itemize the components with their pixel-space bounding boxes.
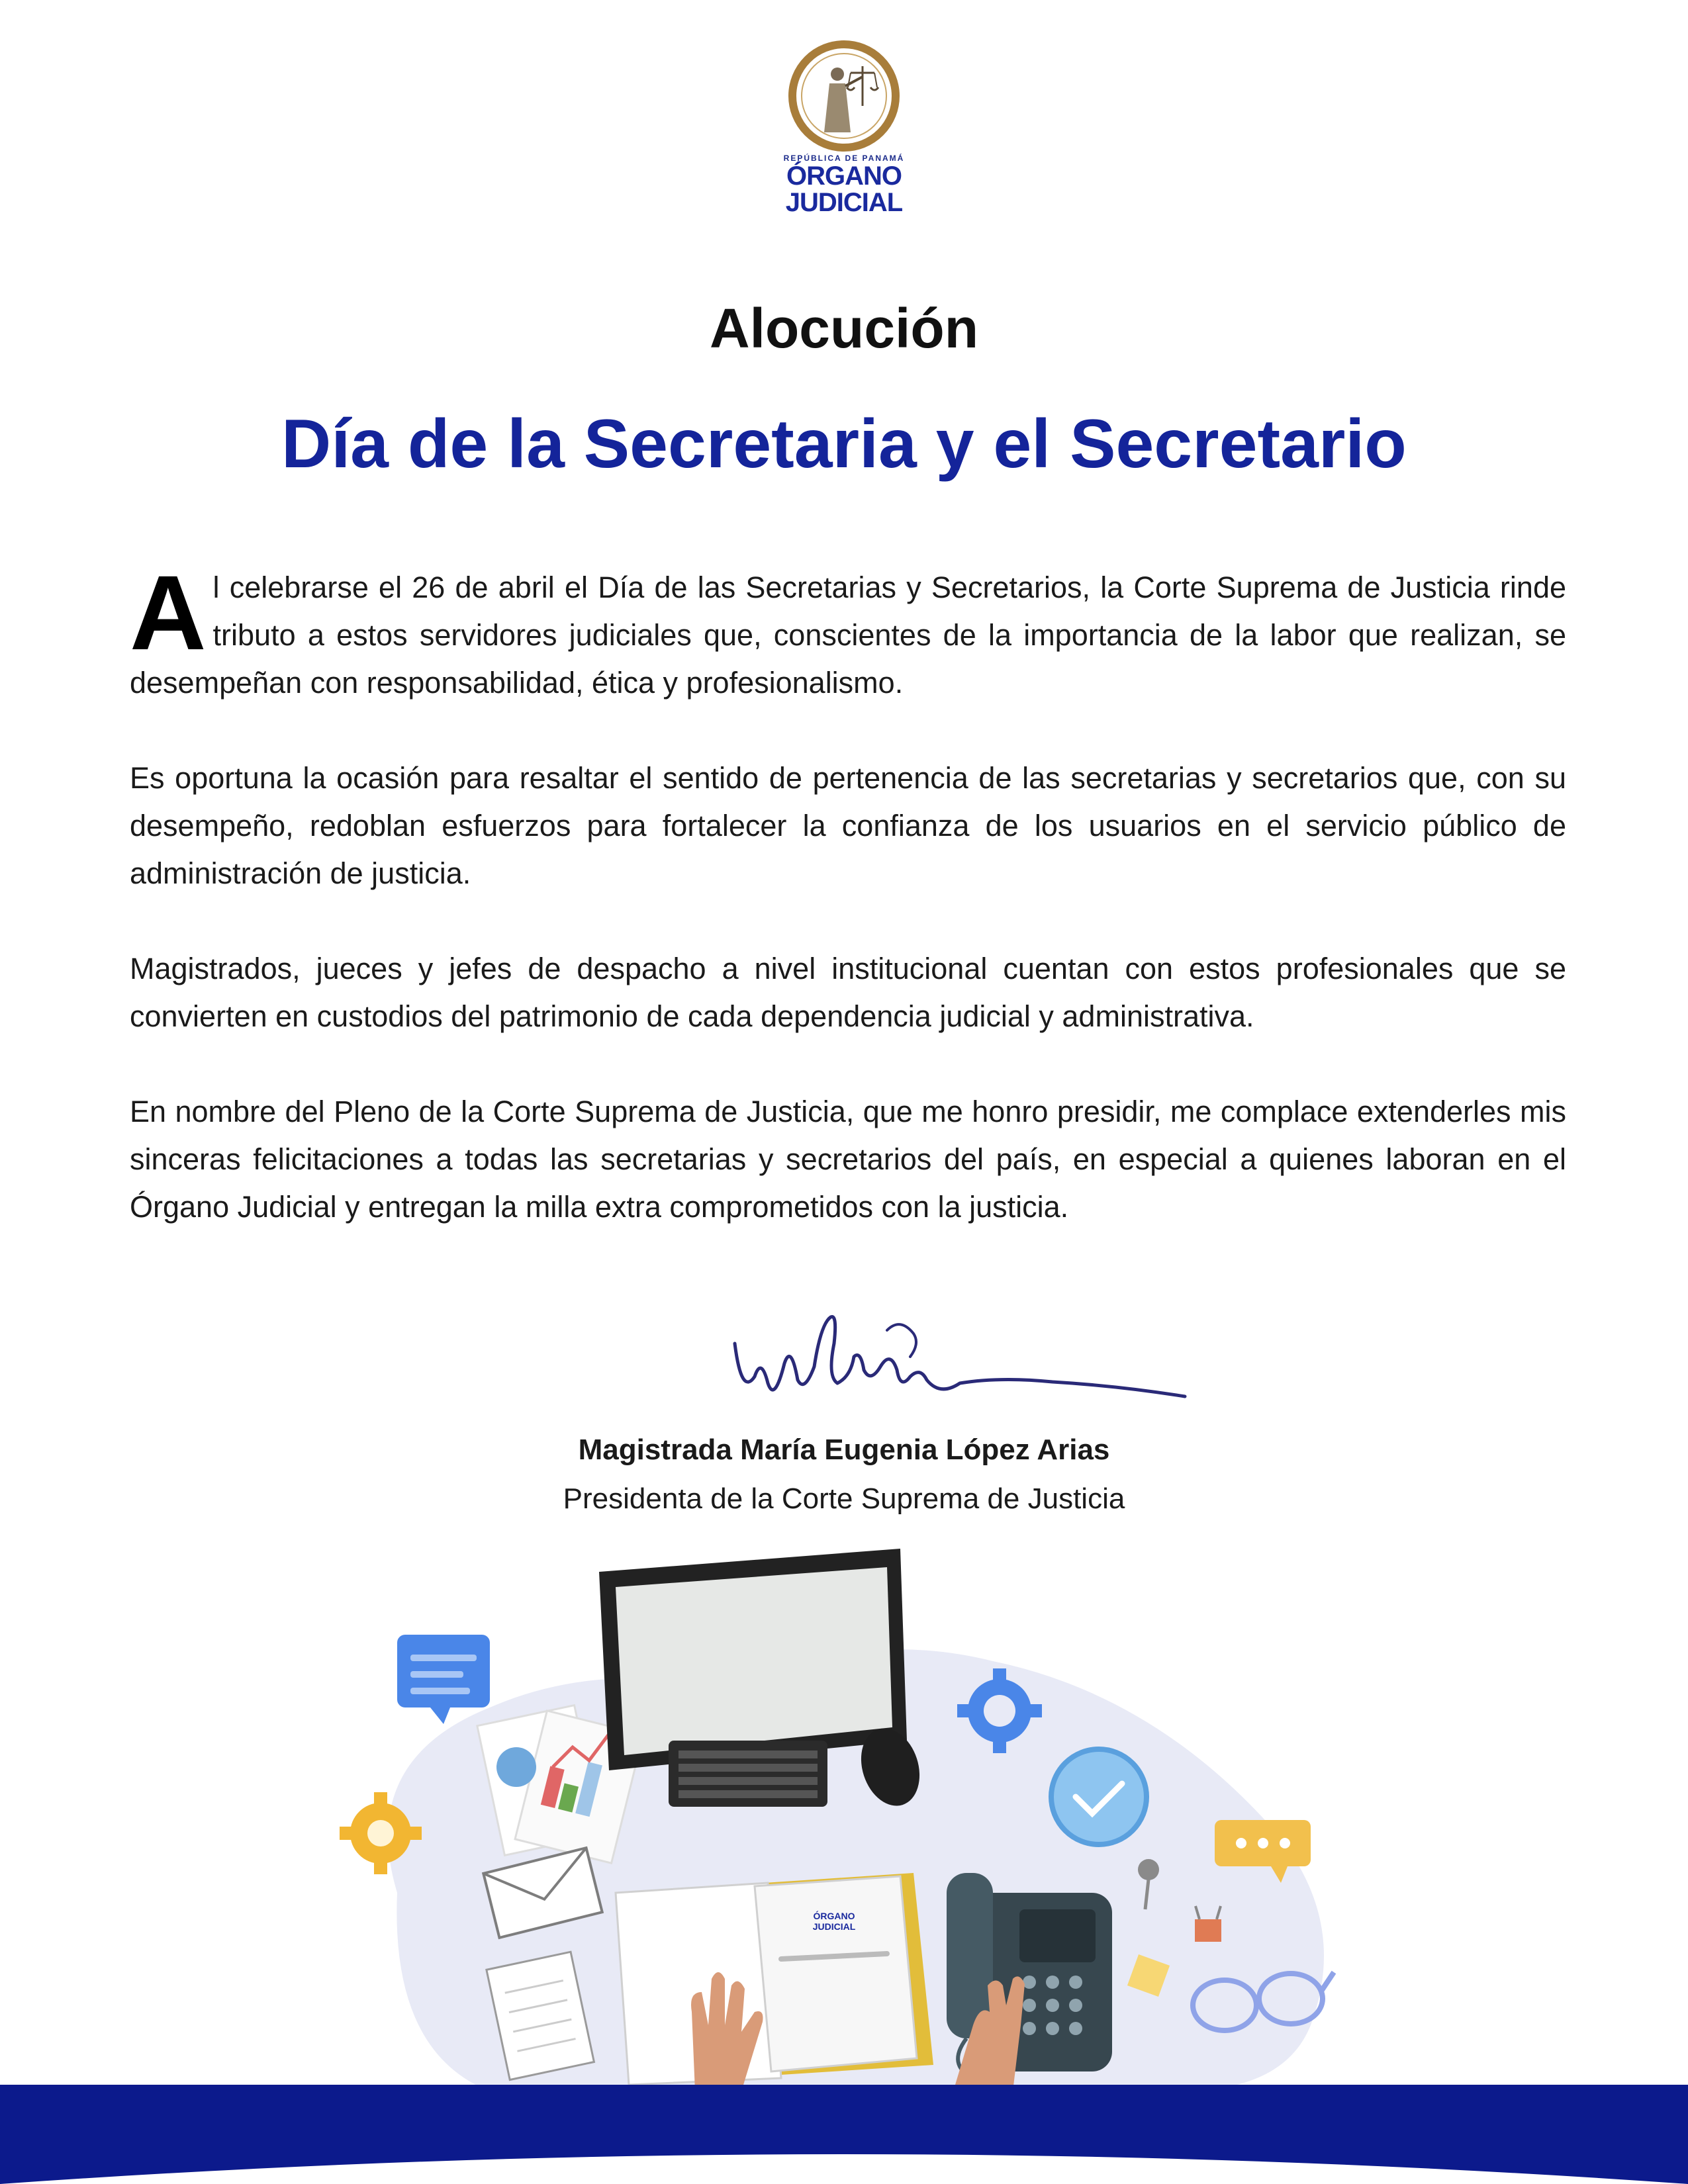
folder-with-document <box>616 1873 933 2085</box>
logo-line-1: ÓRGANO <box>786 161 902 191</box>
chat-bubble-icon <box>397 1635 490 1724</box>
keyboard-icon <box>669 1741 827 1807</box>
document-subtitle: Alocución <box>709 297 978 359</box>
signatory-role: Presidenta de la Corte Suprema de Justicia <box>563 1482 1125 1515</box>
signatory-name: Magistrada María Eugenia López Arias <box>578 1433 1110 1466</box>
letter-body <box>130 553 1566 1279</box>
paragraph-2: Es oportuna la ocasión para resaltar el sentido de pertenencia de las secretarias y secretarios que, con su desempeño, redoblan esfuerzos para fortalecer la confianza de los usuarios en el servicio público de administración de justicia. <box>130 761 1566 890</box>
handwritten-signature <box>722 1304 1198 1423</box>
paragraph-1 <box>130 553 1566 707</box>
mini-logo-line-1: ÓRGANO <box>813 1911 855 1921</box>
office-desk-illustration <box>318 1549 1377 2091</box>
clock-icon <box>1051 1749 1147 1844</box>
document-title: Día de la Secretaria y el Secretario <box>281 406 1407 482</box>
justice-emblem-icon <box>784 40 904 152</box>
logo-line-2: JUDICIAL <box>785 188 903 217</box>
logo-country: REPÚBLICA DE PANAMÁ <box>783 154 905 163</box>
monitor-icon <box>599 1549 907 1774</box>
mini-logo-line-2: JUDICIAL <box>812 1921 856 1932</box>
footer-wave <box>0 2085 1688 2184</box>
organo-judicial-logo <box>781 40 907 217</box>
paragraph-1-text: l celebrarse el 26 de abril el Día de las Secretarias y Secretarios, la Corte Suprema de Justicia rinde tributo a estos servidores judiciales que, conscientes de la importancia de la labor que realizan, se desempeñan con responsabilidad, ética y profesionalismo. <box>130 570 1566 700</box>
paragraph-3: Magistrados, jueces y jefes de despacho a nivel institucional cuentan con estos profesionales que se convierten en custodios del patrimonio de cada dependencia judicial y administrativa. <box>130 952 1566 1033</box>
drop-cap: A <box>130 553 207 672</box>
paragraph-4: En nombre del Pleno de la Corte Suprema de Justicia, que me honro presidir, me complace extenderles mis sinceras felicitaciones a todas las secretarias y secretarios del país, en especial a quienes laboran en el Órgano Judicial y entregan la milla extra comprometidos con la justicia. <box>130 1095 1566 1224</box>
